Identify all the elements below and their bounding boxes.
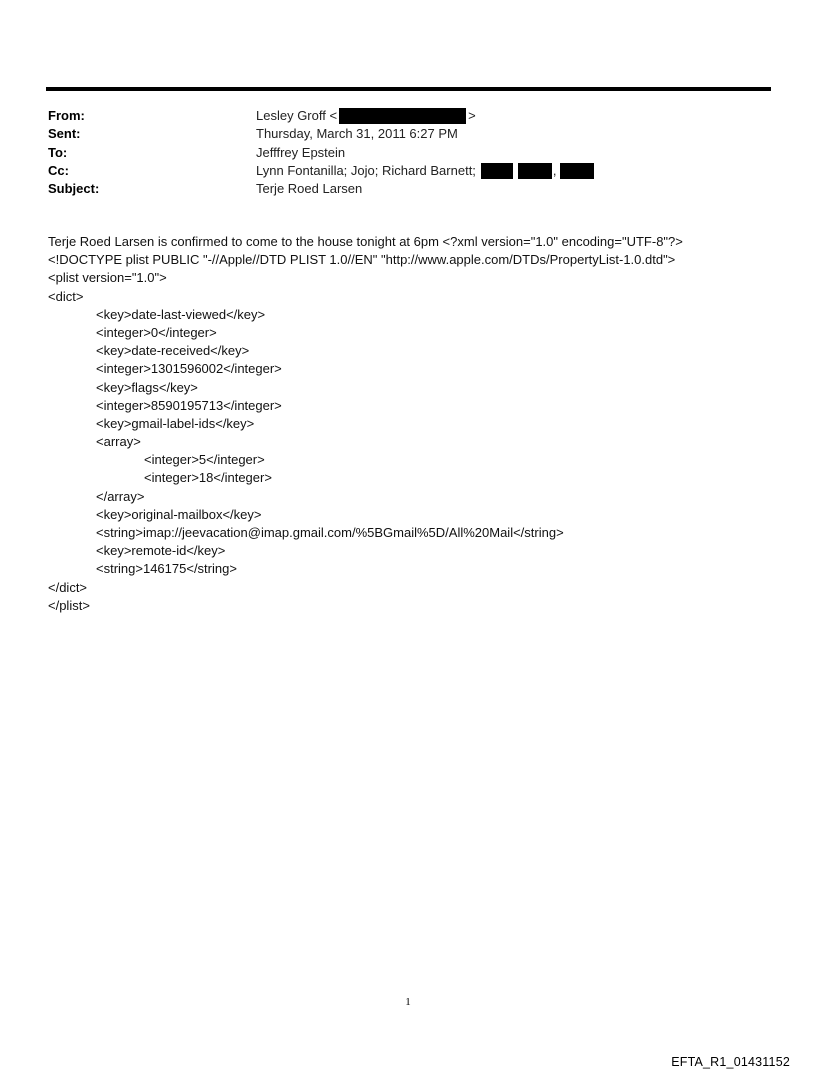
cc-label: Cc: (48, 162, 69, 178)
body-line: <integer>8590195713</integer> (96, 397, 282, 413)
subject-row (48, 180, 748, 198)
body-line: <plist version="1.0"> (48, 270, 167, 286)
page-number: 1 (405, 996, 411, 1008)
sent-label: Sent: (48, 126, 81, 142)
redacted-email-address (339, 108, 466, 124)
sent-value: Thursday, March 31, 2011 6:27 PM (256, 126, 458, 142)
body-line: <key>remote-id</key> (96, 543, 226, 559)
body-line: <key>date-received</key> (96, 343, 250, 359)
body-line: <string>imap://jeevacation@imap.gmail.com/%5BGmail%5D/All%20Mail</string> (96, 525, 564, 540)
cc-names: Lynn Fontanilla; Jojo; Richard Barnett; (256, 162, 476, 178)
body-line: </array> (96, 488, 145, 504)
from-row (48, 107, 748, 125)
body-line: <!DOCTYPE plist PUBLIC "-//Apple//DTD PLIST 1.0//EN" "http://www.apple.com/DTDs/PropertyList-1.0.dtd"> (48, 252, 676, 268)
from-label: From: (48, 108, 85, 123)
body-line: <key>flags</key> (96, 379, 198, 395)
header-divider (46, 87, 771, 91)
body-line: <integer>0</integer> (96, 324, 217, 340)
redacted-cc-3 (560, 163, 594, 179)
body-line: <key>date-last-viewed</key> (96, 306, 266, 322)
body-line: </dict> (48, 579, 88, 595)
body-line: <key>original-mailbox</key> (96, 506, 262, 522)
body-line: <integer>1301596002</integer> (96, 361, 282, 377)
body-line: Terje Roed Larsen is confirmed to come to the house tonight at 6pm <?xml version="1.0" encoding="UTF-8"?> (48, 234, 683, 249)
to-row (48, 144, 748, 162)
subject-value: Terje Roed Larsen (256, 181, 363, 197)
redacted-cc-2 (518, 163, 552, 179)
sent-row (48, 125, 748, 143)
cc-value (256, 162, 594, 180)
email-header-block (48, 107, 748, 198)
from-suffix: > (468, 108, 476, 123)
body-line: </plist> (48, 597, 90, 613)
email-body (48, 233, 788, 615)
to-label: To: (48, 144, 68, 160)
to-value: Jefffrey Epstein (256, 144, 346, 160)
document-id: EFTA_R1_01431152 (671, 1055, 790, 1069)
subject-label: Subject: (48, 181, 100, 197)
body-line: <string>146175</string> (96, 561, 237, 577)
body-line: <key>gmail-label-ids</key> (96, 415, 255, 431)
body-line: <integer>5</integer> (144, 452, 265, 468)
body-line: <dict> (48, 288, 84, 304)
from-name: Lesley Groff < (256, 108, 338, 123)
body-line: <integer>18</integer> (144, 470, 272, 486)
cc-separator: , (552, 162, 557, 178)
body-line: <array> (96, 434, 141, 450)
redacted-cc-1 (481, 163, 513, 179)
from-value (256, 107, 476, 125)
cc-row (48, 162, 748, 180)
